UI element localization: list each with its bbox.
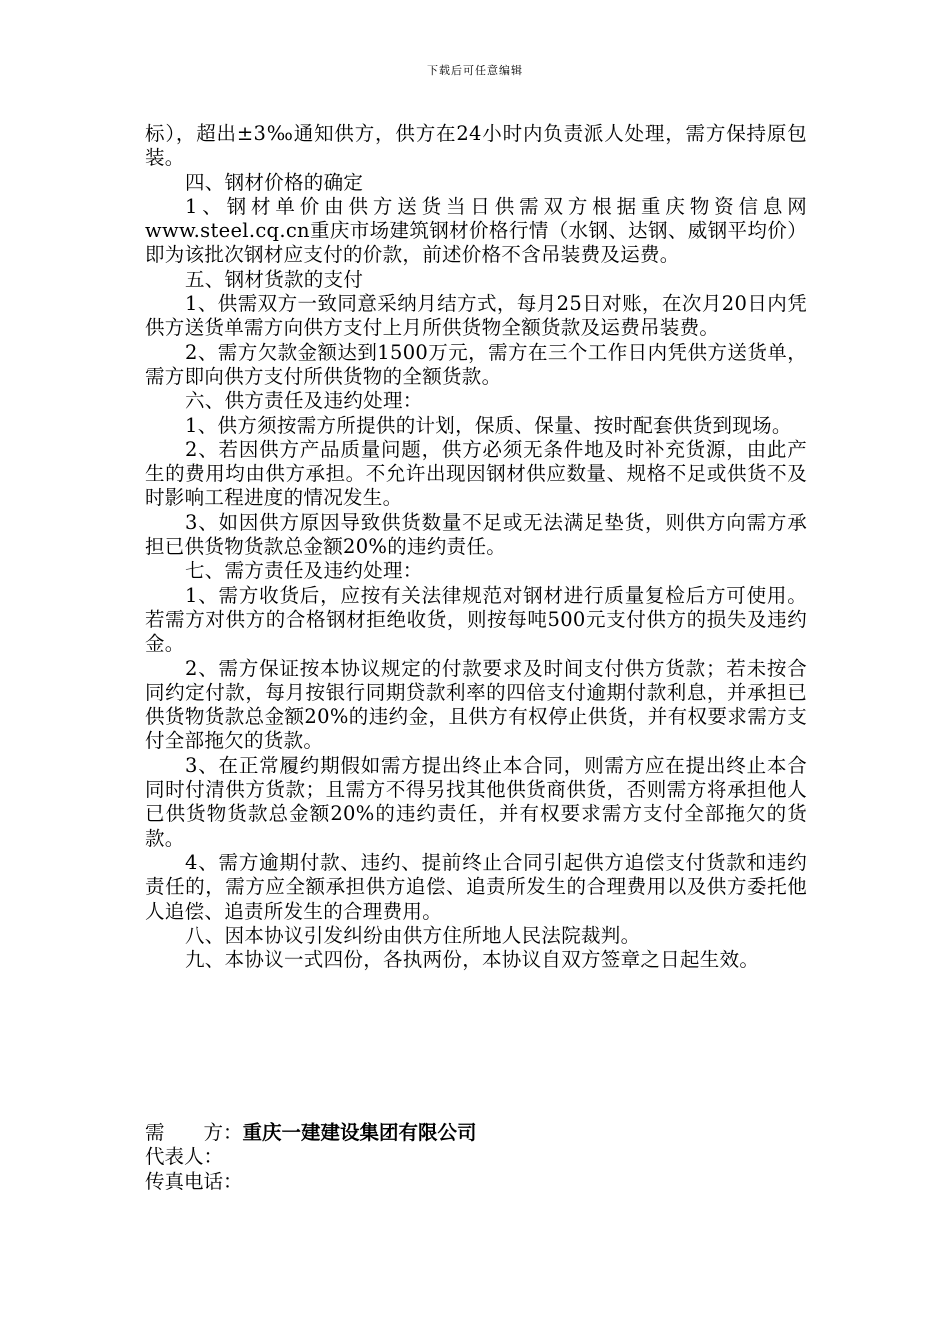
- section-heading: 四、钢材价格的确定: [185, 170, 364, 194]
- section-heading: 六、供方责任及违约处理：: [185, 389, 423, 413]
- paragraph: 2、若因供方产品质量问题，供方必须无条件地及时补充货源，由此产生的费用均由供方承担。不允许出现因钢材供应数量、规格不足或供货不及时影响工程进度的情况发生。: [145, 437, 807, 510]
- fax-label: 传真电话：: [145, 1169, 243, 1193]
- paragraph: 1、供需双方一致同意采纳月结方式，每月25日对账，在次月20日内凭供方送货单需方向供方支付上月所供货物全额货款及运费吊装费。: [145, 292, 807, 340]
- paragraph: 1、钢材单价由供方送货当日供需双方根据重庆物资信息网www.steel.cq.cn重庆市场建筑钢材价格行情（水钢、达钢、威钢平均价）即为该批次钢材应支付的价款，前述价格不含吊装费及运费。: [145, 194, 807, 267]
- section-heading: 五、钢材货款的支付: [185, 267, 364, 291]
- paragraph: 八、因本协议引发纠纷由供方住所地人民法院裁判。: [185, 923, 641, 947]
- paragraph: 1、需方收货后，应按有关法律规范对钢材进行质量复检后方可使用。若需方对供方的合格钢材拒绝收货，则按每吨500元支付供方的损失及违约金。: [145, 583, 807, 656]
- section-heading: 七、需方责任及违约处理：: [185, 559, 423, 583]
- paragraph: 1、供方须按需方所提供的计划，保质、保量、按时配套供货到现场。: [185, 413, 792, 437]
- paragraph: 3、在正常履约期假如需方提出终止本合同，则需方应在提出终止本合同时付清供方货款；且需方不得另找其他供货商供货，否则需方将承担他人已供货物货款总金额20%的违约责任，并有权要求需方支付全部拖欠的货款。: [145, 753, 807, 850]
- party-line: [145, 1121, 807, 1145]
- representative-label: 代表人：: [145, 1145, 224, 1169]
- paragraph: 九、本协议一式四份，各执两份，本协议自双方签章之日起生效。: [185, 948, 760, 972]
- document-body: [145, 122, 807, 972]
- signature-block: [145, 1121, 807, 1194]
- party-label: 需 方：: [145, 1121, 243, 1144]
- company-name: 重庆一建建设集团有限公司: [242, 1121, 477, 1144]
- paragraph: 2、需方欠款金额达到1500万元，需方在三个工作日内凭供方送货单，需方即向供方支付所供货物的全额货款。: [145, 340, 807, 388]
- paragraph: 标），超出±3‰通知供方，供方在24小时内负责派人处理，需方保持原包装。: [145, 122, 807, 170]
- page-header: 下载后可任意编辑: [427, 64, 523, 77]
- paragraph: 4、需方逾期付款、违约、提前终止合同引起供方追偿支付货款和违约责任的，需方应全额承担供方追偿、追责所发生的合理费用以及供方委托他人追偿、追责所发生的合理费用。: [145, 850, 807, 923]
- paragraph: 2、需方保证按本协议规定的付款要求及时间支付供方货款；若未按合同约定付款，每月按银行同期贷款利率的四倍支付逾期付款利息，并承担已供货物货款总金额20%的违约金，且供方有权停止供货，并有权要求需方支付全部拖欠的货款。: [145, 656, 807, 753]
- paragraph: 3、如因供方原因导致供货数量不足或无法满足垫货，则供方向需方承担已供货物货款总金额20%的违约责任。: [145, 510, 807, 559]
